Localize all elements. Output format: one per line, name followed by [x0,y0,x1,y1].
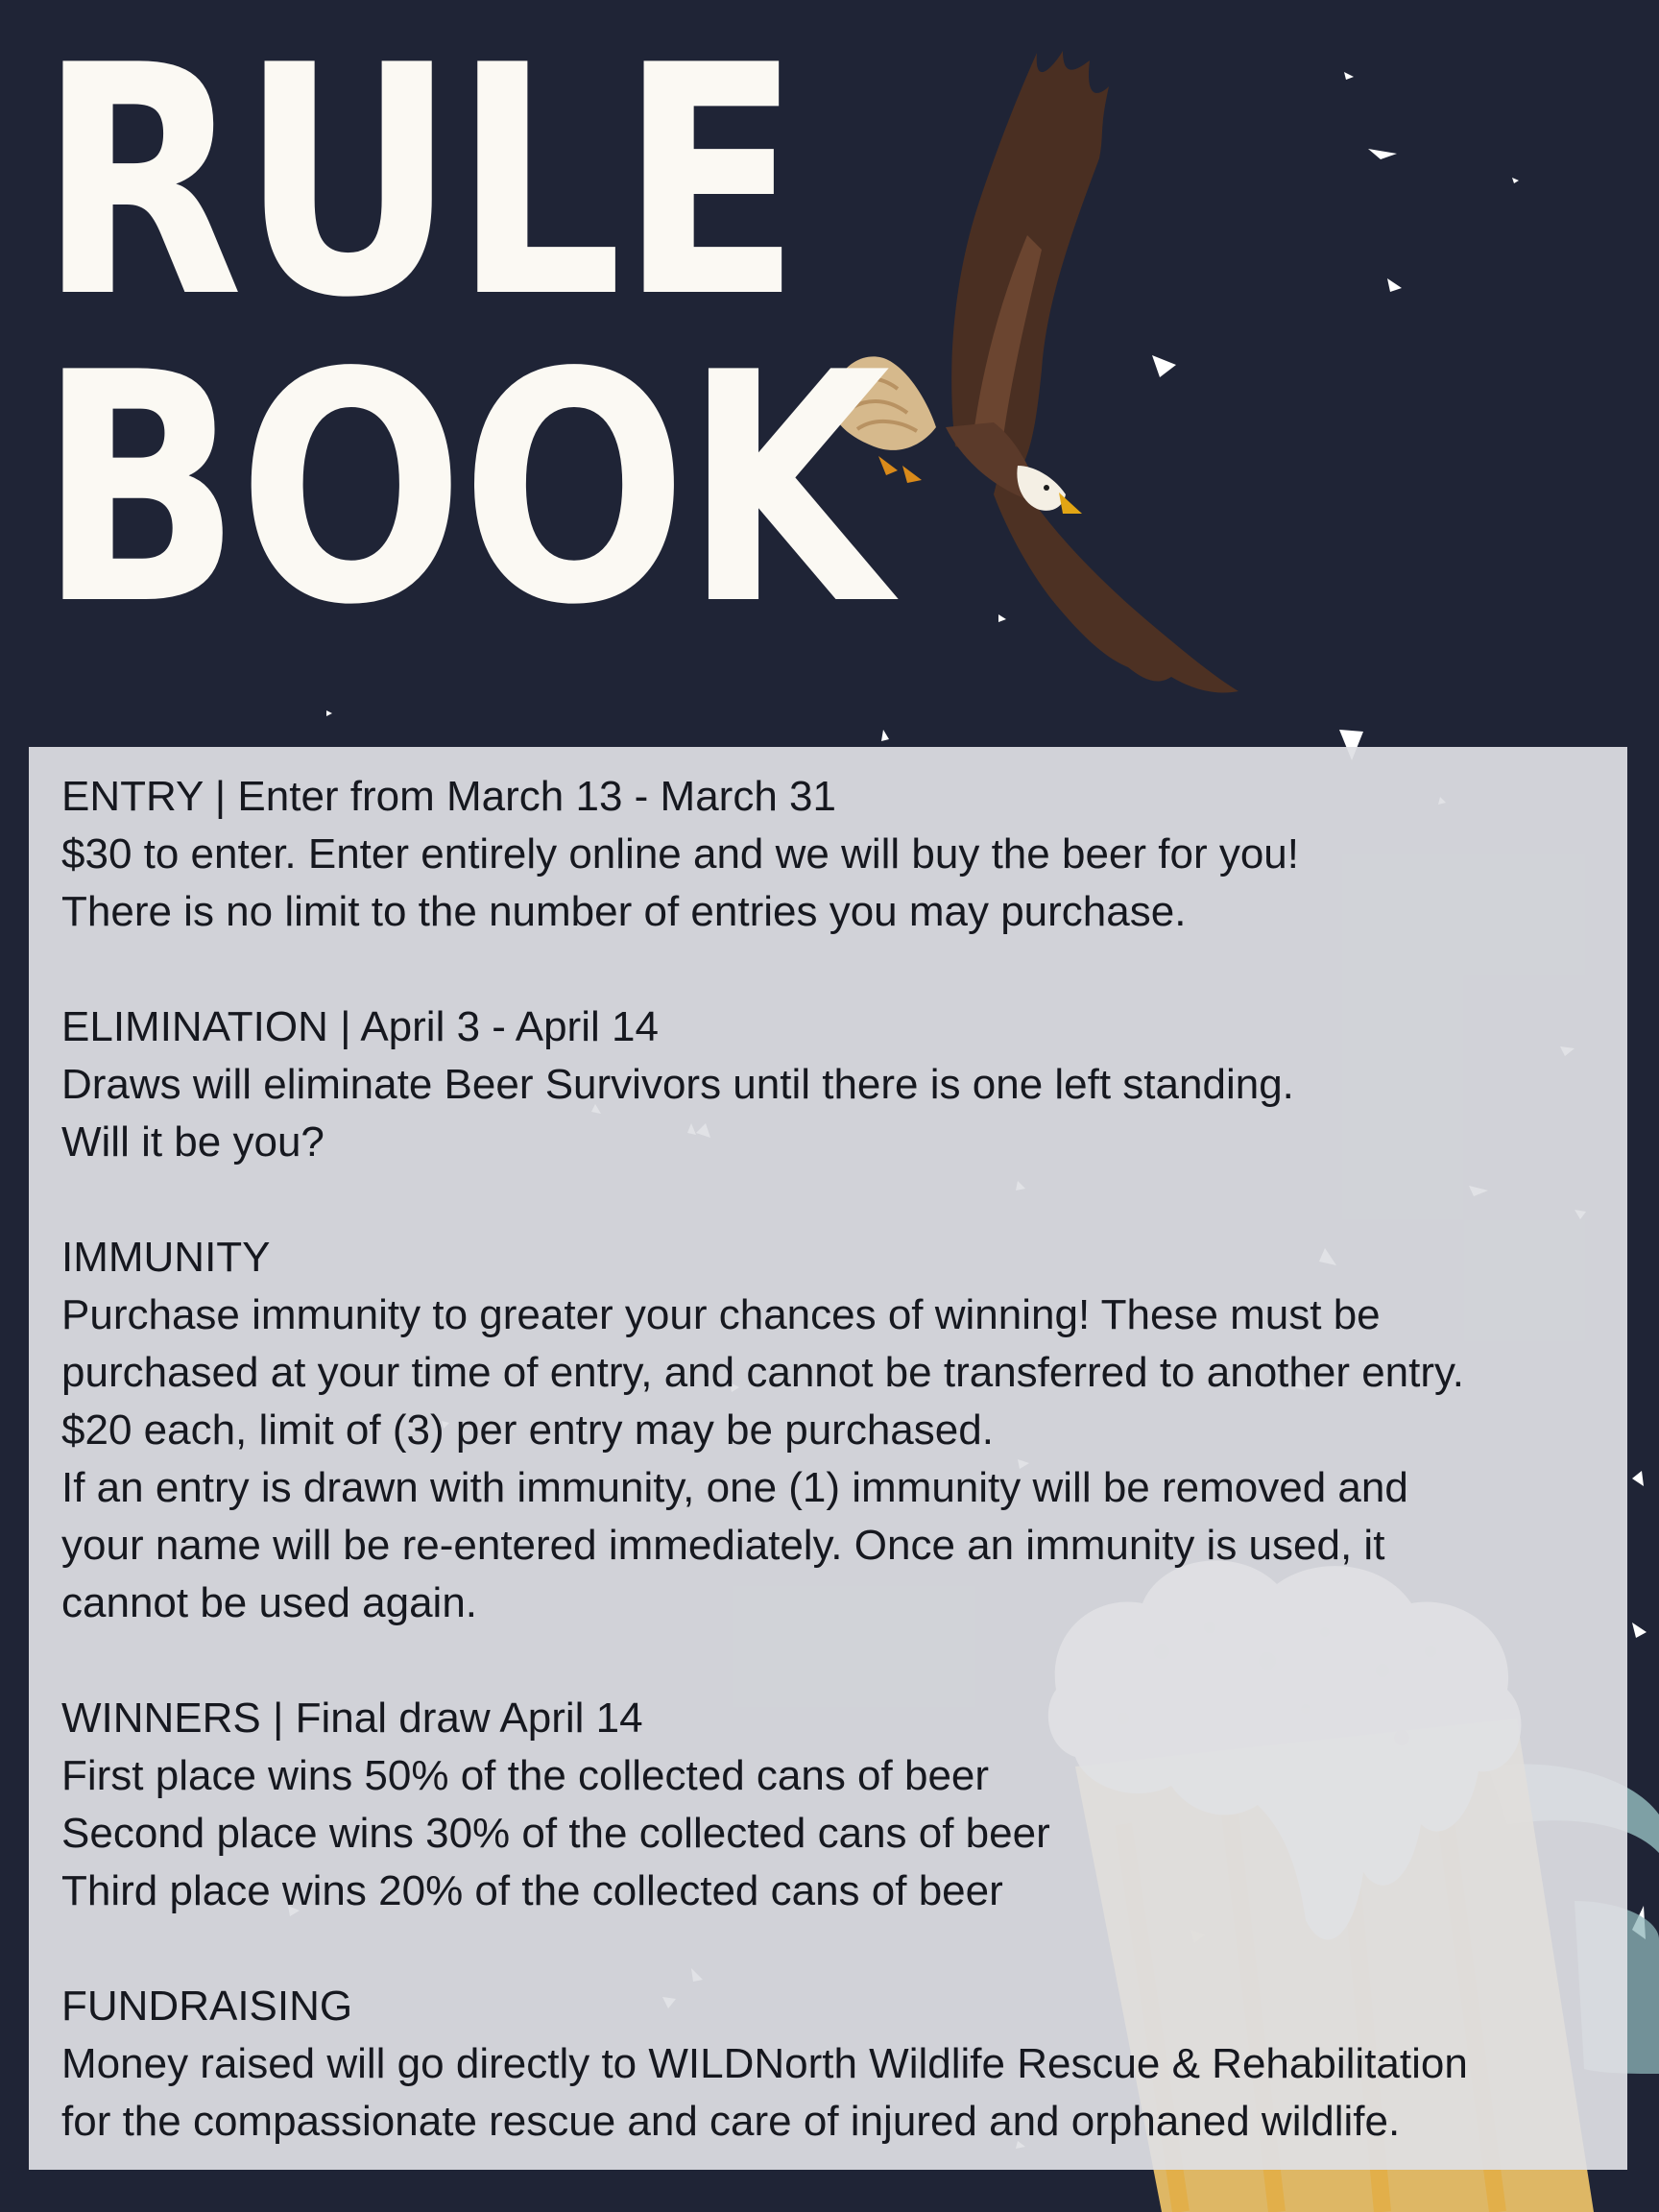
title-line-1: RULE [38,0,799,367]
section-line: First place wins 50% of the collected cans of beer [61,1752,990,1799]
section-line: Purchase immunity to greater your chances of winning! These must be [61,1291,1381,1338]
rules-content [61,768,1636,2208]
section-heading: FUNDRAISING [61,1983,353,2030]
section-winners [61,1690,1636,1920]
section-heading: ELIMINATION | April 3 - April 14 [61,1003,659,1050]
section-line: $20 each, limit of (3) per entry may be purchased. [61,1407,994,1454]
section-line: If an entry is drawn with immunity, one (1) immunity will be removed and [61,1464,1408,1511]
title-line-2: BOOK [38,305,887,674]
section-line: for the compassionate rescue and care of injured and orphaned wildlife. [61,2098,1401,2145]
section-entry [61,768,1636,941]
section-line: Draws will eliminate Beer Survivors until there is one left standing. [61,1061,1294,1108]
page-title [38,0,887,674]
section-fundraising [61,1978,1636,2151]
section-immunity [61,1229,1636,1632]
section-line: Money raised will go directly to WILDNorth Wildlife Rescue & Rehabilitation [61,2040,1468,2087]
section-line: Third place wins 20% of the collected cans of beer [61,1867,1003,1914]
section-line: $30 to enter. Enter entirely online and we will buy the beer for you! [61,830,1299,878]
section-line: your name will be re-entered immediately. Once an immunity is used, it [61,1522,1385,1569]
section-elimination [61,998,1636,1171]
section-heading: IMMUNITY [61,1234,271,1281]
section-heading: WINNERS | Final draw April 14 [61,1695,643,1742]
section-line: Will it be you? [61,1118,325,1166]
section-line: Second place wins 30% of the collected cans of beer [61,1810,1050,1857]
section-line: cannot be used again. [61,1579,478,1626]
section-line: There is no limit to the number of entries you may purchase. [61,888,1187,935]
section-line: purchased at your time of entry, and cannot be transferred to another entry. [61,1349,1464,1396]
section-heading: ENTRY | Enter from March 13 - March 31 [61,773,836,820]
